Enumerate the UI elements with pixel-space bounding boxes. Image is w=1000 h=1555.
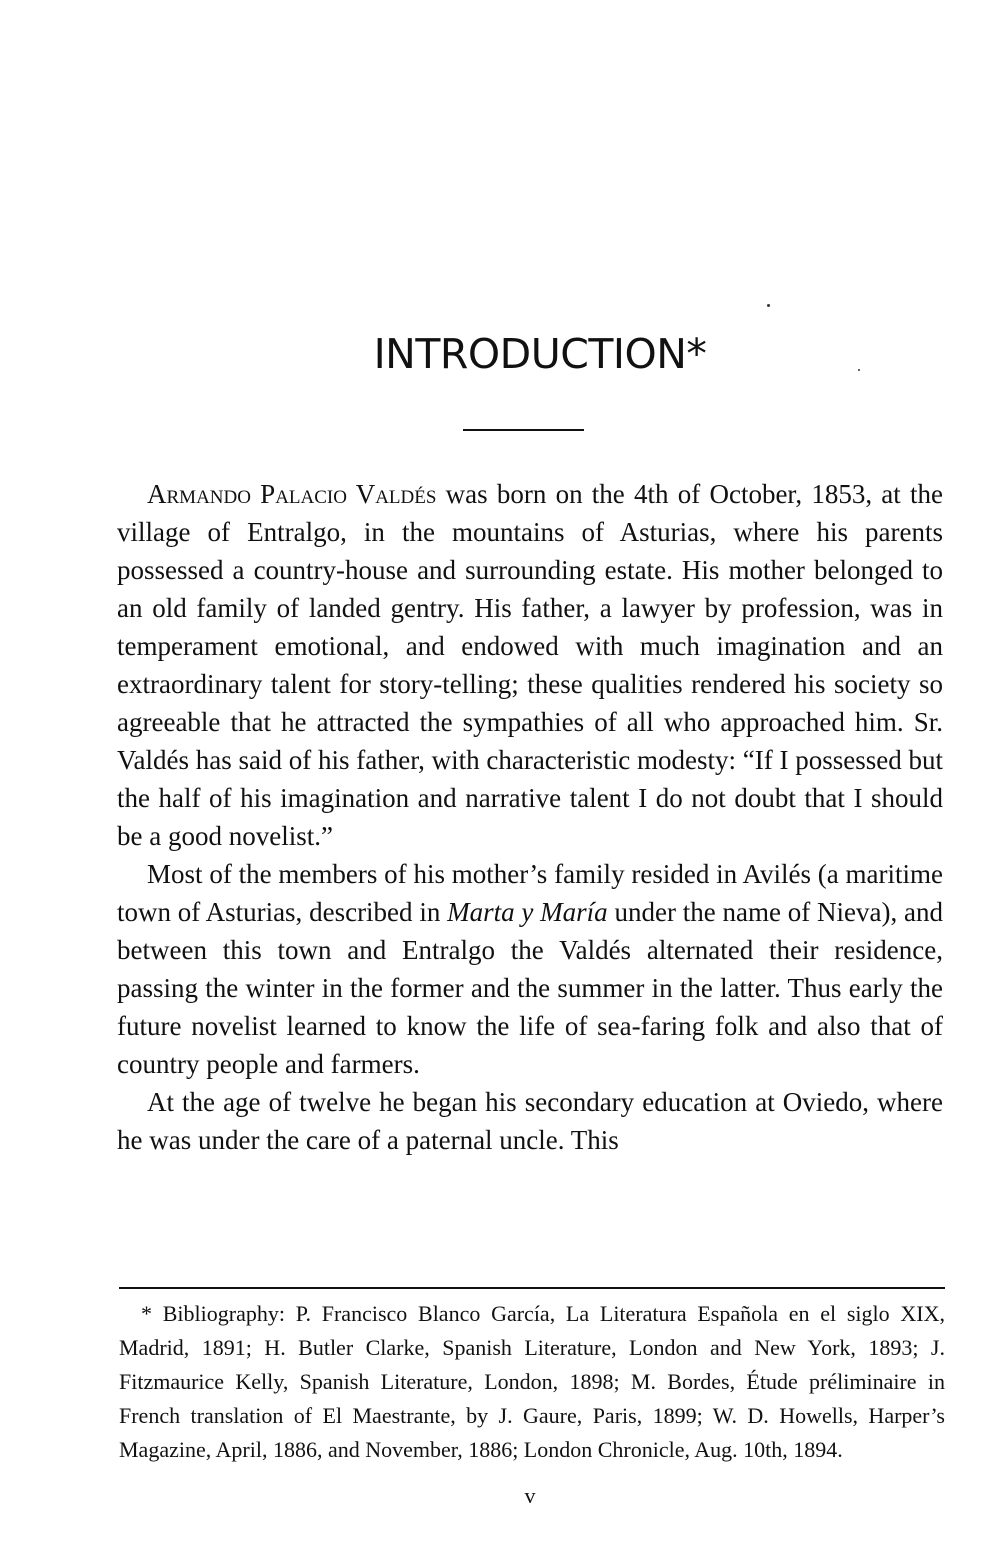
paragraph-1 [117,475,943,855]
chapter-title [0,330,1000,378]
page-number: v [524,1483,536,1508]
book-title-italic: Marta y María [447,897,608,927]
footnote-divider [119,1287,945,1289]
body-text [117,475,943,1159]
footnote [119,1297,945,1467]
chapter-title-text: INTRODUCTION [373,330,687,378]
paragraph-1-text: was born on the 4th of October, 1853, at the village of Entralgo, in the mountains of Asturias, where his parents possessed a country-house and surrounding estate. His mother belonged to an old family of landed gentry. His father, a lawyer by profession, was in temperament emotional, and endowed with much imagination and an extraordinary talent for story-telling; these qualities rendered his society so agreeable that he attracted the sympathies of all who approached him. Sr. Valdés has said of his father, with characteristic modesty: “If I possessed but the half of his imagination and narrative talent I do not doubt that I should be a good novelist.” [117,479,943,851]
footnote-marker: * [686,330,707,378]
paragraph-2 [117,855,943,1083]
title-divider [463,429,584,431]
paragraph-3: At the age of twelve he began his secondary education at Oviedo, where he was under the care of a paternal uncle. This [117,1087,943,1155]
print-speck [767,304,770,307]
paragraph-2-text-a: Most of the members of his mother’s family resided in Avilés (a maritime town of Asturias, described in [117,859,943,927]
paragraph-2-text-b: under the name of Nieva), and between this town and Entralgo the Valdés alternated their residence, passing the winter in the former and the summer in the latter. Thus early the future novelist learned to know the life of sea-faring folk and also that of country people and farmers. [117,897,944,1079]
author-name: Armando Palacio Valdés [147,479,437,509]
footnote-text: * Bibliography: P. Francisco Blanco García, La Literatura Española en el siglo XIX, Madrid, 1891; H. Butler Clarke, Spanish Literature, London and New York, 1893; J. Fitzmaurice Kelly, Spanish Literature, London, 1898; M. Bordes, Étude préliminaire in French translation of El Maestrante, by J. Gaure, Paris, 1899; W. D. Howells, Harper’s Magazine, April, 1886, and November, 1886; London Chronicle, Aug. 10th, 1894. [119,1301,945,1462]
